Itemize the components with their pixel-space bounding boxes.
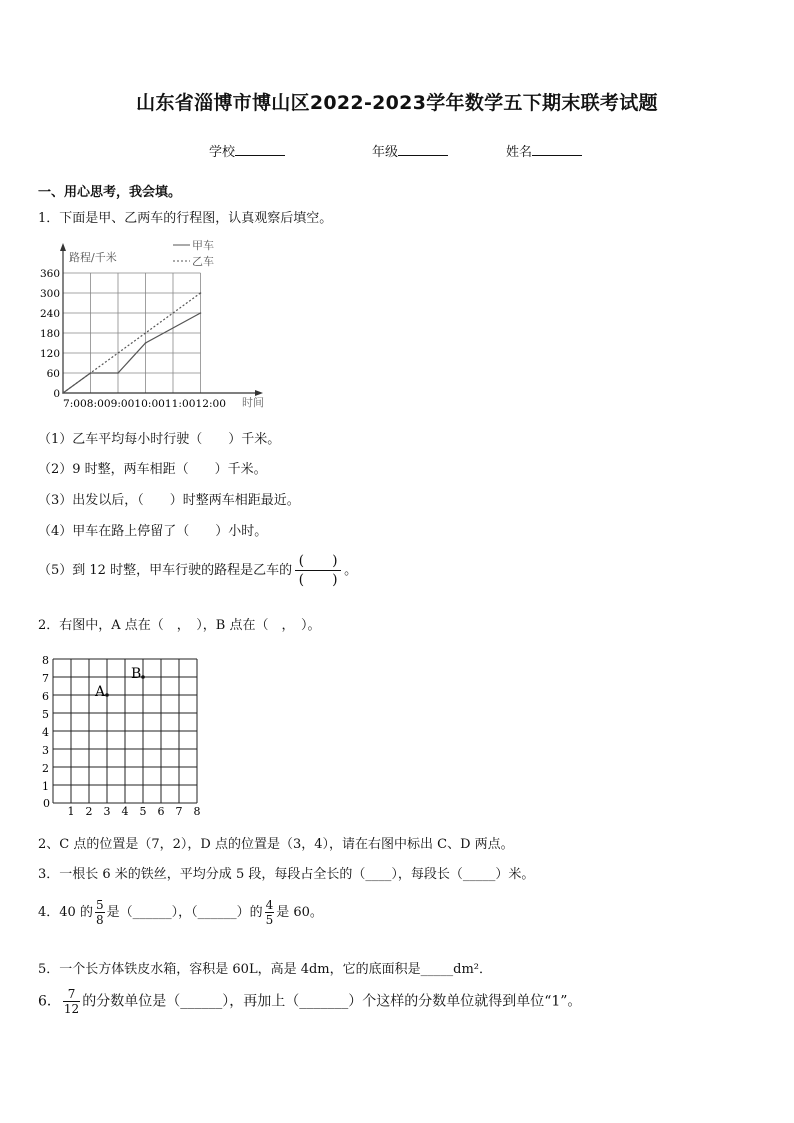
point-A (105, 693, 109, 697)
series-0-point-4 (200, 312, 202, 314)
page-title: 山东省淄博市博山区2022-2023学年数学五下期末联考试题 (136, 92, 658, 114)
legend-label-jia: 甲车 (192, 239, 214, 252)
question-1-5 (38, 552, 357, 589)
chart-grid (63, 273, 201, 393)
series-1-point-1 (200, 292, 202, 294)
x-tick-labels: 7:008:009:0010:0011:0012:00 (63, 398, 226, 410)
y-label-4: 4 (42, 726, 49, 739)
question-4-part-3: 是 60。 (276, 905, 323, 920)
x-label-2: 2 (85, 805, 93, 818)
y-label-8: 8 (42, 654, 49, 667)
series-line-1 (63, 293, 201, 393)
chart-legend (173, 239, 214, 268)
y-axis-label: 路程/千米 (69, 251, 117, 264)
chart-series (62, 292, 201, 394)
question-4 (38, 898, 323, 927)
point-label-B: B (131, 666, 142, 682)
grade-label: 年级 (372, 145, 399, 160)
x-label-5: 5 (139, 805, 147, 818)
y-label-6: 6 (42, 690, 49, 703)
fraction-5-8-numerator: 5 (95, 898, 104, 912)
question-6-part-2: 的分数单位是（______），再加上（_______）个这样的分数单位就得到单位“1”。 (82, 993, 582, 1010)
point-label-A: A (95, 684, 106, 700)
y-label-1: 1 (42, 780, 49, 793)
name-blank[interactable] (532, 143, 582, 156)
x-label-1: 1 (67, 805, 75, 818)
y-tick-240: 240 (39, 308, 60, 320)
answer-fraction[interactable] (295, 552, 341, 589)
answer-numerator: ( ) (295, 552, 341, 571)
x-label-4: 4 (121, 805, 129, 818)
fraction-4-5-numerator: 4 (265, 898, 274, 912)
series-0-point-3 (145, 342, 147, 344)
question-2-part-2: 2、C 点的位置是（7，2），D 点的位置是（3，4），请在右图中标出 C、D 两点。 (38, 837, 514, 852)
series-0-point-2 (117, 372, 119, 374)
question-1-5-end: 。 (344, 563, 358, 578)
fraction-4-5-denominator: 5 (265, 913, 274, 927)
y-tick-labels (40, 268, 60, 400)
question-2: 2．右图中，A 点在（ ， ），B 点在（ ， ）。 (38, 618, 321, 633)
x-axis-label: 时间 (242, 396, 264, 409)
school-field (209, 141, 285, 160)
question-6 (38, 987, 581, 1016)
fraction-4-5 (265, 898, 275, 927)
y-tick-60: 60 (46, 368, 60, 380)
coordinate-x-labels (43, 797, 201, 818)
y-tick-300: 300 (39, 288, 60, 300)
question-1-2: （2）9 时整，两车相距（ ）千米。 (38, 462, 267, 477)
travel-line-chart (30, 235, 290, 415)
fraction-5-8-denominator: 8 (95, 913, 104, 927)
question-6-part-1: 6． (38, 993, 61, 1010)
y-label-3: 3 (42, 744, 49, 757)
section-heading: 一、用心思考，我会填。 (38, 185, 182, 200)
coordinate-grid-lines (53, 659, 197, 803)
coordinate-grid (35, 643, 215, 823)
y-tick-360: 360 (39, 268, 60, 280)
fraction-7-12 (63, 987, 80, 1016)
name-label: 姓名 (506, 145, 533, 160)
question-4-part-2: 是（______），（______）的 (106, 905, 263, 920)
question-1-5-text: （5）到 12 时整，甲车行驶的路程是乙车的 (38, 563, 293, 578)
legend-label-yi: 乙车 (192, 255, 214, 268)
question-1-3: （3）出发以后，（ ）时整两车相距最近。 (38, 493, 300, 508)
x-label-0: 0 (43, 797, 50, 810)
school-label: 学校 (209, 145, 236, 160)
y-tick-0: 0 (53, 388, 60, 400)
grade-field (372, 141, 448, 160)
x-label-3: 3 (103, 805, 111, 818)
question-5: 5．一个长方体铁皮水箱，容积是 60L，高是 4dm，它的底面积是_____dm²． (38, 962, 492, 977)
fraction-7-12-denominator: 12 (63, 1002, 80, 1016)
point-B (141, 675, 145, 679)
y-label-7: 7 (42, 672, 49, 685)
y-label-5: 5 (42, 708, 49, 721)
fraction-7-12-numerator: 7 (63, 987, 80, 1002)
x-label-8: 8 (193, 805, 201, 818)
question-1-1: （1）乙车平均每小时行驶（ ）千米。 (38, 432, 281, 447)
y-label-2: 2 (42, 762, 49, 775)
x-label-7: 7 (175, 805, 183, 818)
y-axis-arrow (60, 243, 66, 251)
question-4-part-1: 4．40 的 (38, 905, 93, 920)
y-tick-120: 120 (39, 348, 60, 360)
series-1-point-0 (62, 392, 64, 394)
x-label-6: 6 (157, 805, 165, 818)
question-1-4: （4）甲车在路上停留了（ ）小时。 (38, 524, 268, 539)
fraction-5-8 (95, 898, 105, 927)
question-3: 3．一根长 6 米的铁丝，平均分成 5 段，每段占全长的（____），每段长（_____）米。 (38, 867, 535, 882)
coordinate-y-labels (42, 654, 49, 793)
name-field (506, 141, 582, 160)
y-tick-180: 180 (39, 328, 60, 340)
question-1: 1．下面是甲、乙两车的行程图，认真观察后填空。 (38, 211, 333, 226)
answer-denominator: ( ) (298, 572, 338, 588)
school-blank[interactable] (235, 143, 285, 156)
grade-blank[interactable] (398, 143, 448, 156)
